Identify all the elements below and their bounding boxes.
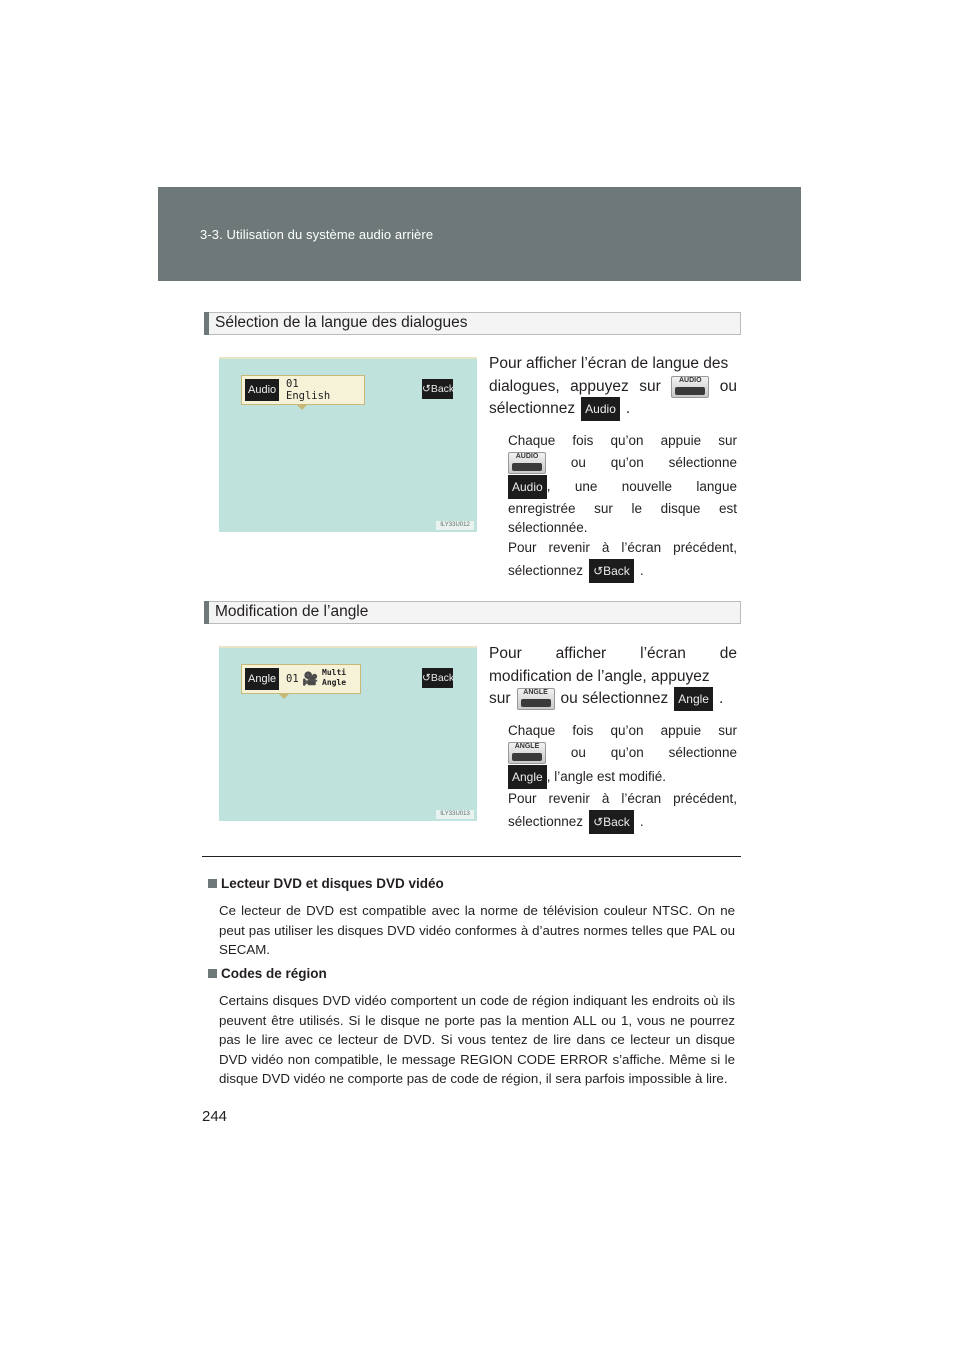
- note-line: Chaque fois qu’on appuie sur: [508, 433, 737, 448]
- note-line: Audio , une nouvelle langue: [508, 475, 737, 499]
- section-heading-language: [204, 312, 741, 335]
- bar-pointer: [297, 405, 307, 410]
- angle-hardware-button-icon: ANGLE: [517, 688, 555, 710]
- language-name: English: [286, 390, 331, 402]
- intro-line: sélectionnez Audio .: [489, 398, 737, 421]
- note-line: sélectionnez ↺Back .: [508, 559, 737, 583]
- intro-line: dialogues, appuyez sur AUDIO ou: [489, 376, 737, 399]
- audio-hardware-button-icon: AUDIO: [671, 376, 709, 398]
- bullet-square-icon: [208, 969, 217, 978]
- heading-accent: [204, 312, 209, 335]
- angle-note: [508, 721, 737, 834]
- note-line: Pour revenir à l’écran précédent,: [508, 790, 737, 806]
- language-screen-illustration: [219, 357, 477, 532]
- angle-screen-button: Angle: [245, 668, 279, 690]
- figure-code: ILY33U012: [436, 521, 474, 530]
- back-screen-button-icon: ↺Back: [589, 810, 634, 834]
- angle-bar: [241, 664, 361, 694]
- angle-screen-button-icon: Angle: [508, 765, 547, 789]
- section-title: Modification de l’angle: [215, 603, 369, 620]
- intro-line: Pour afficher l’écran de: [489, 645, 737, 662]
- note-title-dvd: Lecteur DVD et disques DVD vidéo: [208, 876, 444, 891]
- intro-line: sur ANGLE ou sélectionnez Angle .: [489, 688, 737, 711]
- back-screen-button: ↺Back: [422, 379, 453, 399]
- section-title: Sélection de la langue des dialogues: [215, 314, 468, 331]
- chapter-header: [158, 187, 801, 281]
- audio-screen-button-icon: Audio: [508, 475, 547, 499]
- note-body-dvd: Ce lecteur de DVD est compatible avec la norme de télévision couleur NTSC. On ne peut pas utiliser les disques DVD vidéo conformes à d’autres normes telles que PAL ou SECAM.: [219, 903, 735, 957]
- section-heading-angle: [204, 601, 741, 624]
- note-line: sélectionnée.: [508, 520, 588, 535]
- heading-accent: [204, 601, 209, 624]
- back-screen-button-icon: ↺Back: [589, 559, 634, 583]
- camera-icon: 🎥: [302, 671, 319, 686]
- note-body-region: Certains disques DVD vidéo comportent un code de région indiquant les endroits où ils peuvent être utilisés. Si le disque ne porte pas la mention ALL ou 1, vous ne pourrez pas le lire avec ce lecteur de DVD. Si vous tentez de lire dans ce lecteur un disque DVD vidéo non compatible, le message REGION CODE ERROR s’affiche. Même si le disque DVD vidéo ne comporte pas de code de région, il sera parfois impossible à lire.: [219, 993, 735, 1086]
- note-line: sélectionnez ↺Back .: [508, 810, 737, 834]
- intro-line: modification de l’angle, appuyez: [489, 667, 710, 685]
- language-note: [508, 431, 737, 583]
- bullet-square-icon: [208, 879, 217, 888]
- note-line: Chaque fois qu’on appuie sur: [508, 723, 737, 738]
- multi-angle-label: Multi Angle: [322, 668, 347, 687]
- audio-hardware-button-icon: AUDIO: [508, 452, 546, 474]
- figure-code: ILY33U013: [436, 810, 474, 819]
- bar-pointer: [279, 694, 289, 699]
- back-screen-button: ↺Back: [422, 668, 453, 688]
- angle-screen-illustration: [219, 646, 477, 821]
- note-line: enregistrée sur le disque est: [508, 500, 737, 516]
- angle-screen-button-icon: Angle: [674, 687, 713, 711]
- note-line: ANGLE ou qu’on sélectionne: [508, 741, 737, 765]
- page-number: 244: [202, 1108, 228, 1125]
- language-intro: [489, 353, 737, 421]
- intro-line: Pour afficher l’écran de langue des: [489, 355, 729, 372]
- angle-intro: [489, 643, 737, 711]
- language-bar: [241, 375, 365, 405]
- notes-divider: [202, 856, 741, 857]
- note-title-region: Codes de région: [208, 966, 327, 981]
- note-line: AUDIO ou qu’on sélectionne: [508, 451, 737, 475]
- angle-hardware-button-icon: ANGLE: [508, 742, 546, 764]
- audio-screen-button-icon: Audio: [581, 397, 620, 421]
- angle-number: 01: [286, 673, 299, 685]
- audio-screen-button: Audio: [245, 379, 279, 401]
- track-number: 01: [286, 378, 299, 390]
- note-line: Pour revenir à l’écran précédent,: [508, 539, 737, 555]
- chapter-title: 3-3. Utilisation du système audio arrière: [200, 227, 434, 242]
- note-line: Angle , l’angle est modifié.: [508, 765, 737, 789]
